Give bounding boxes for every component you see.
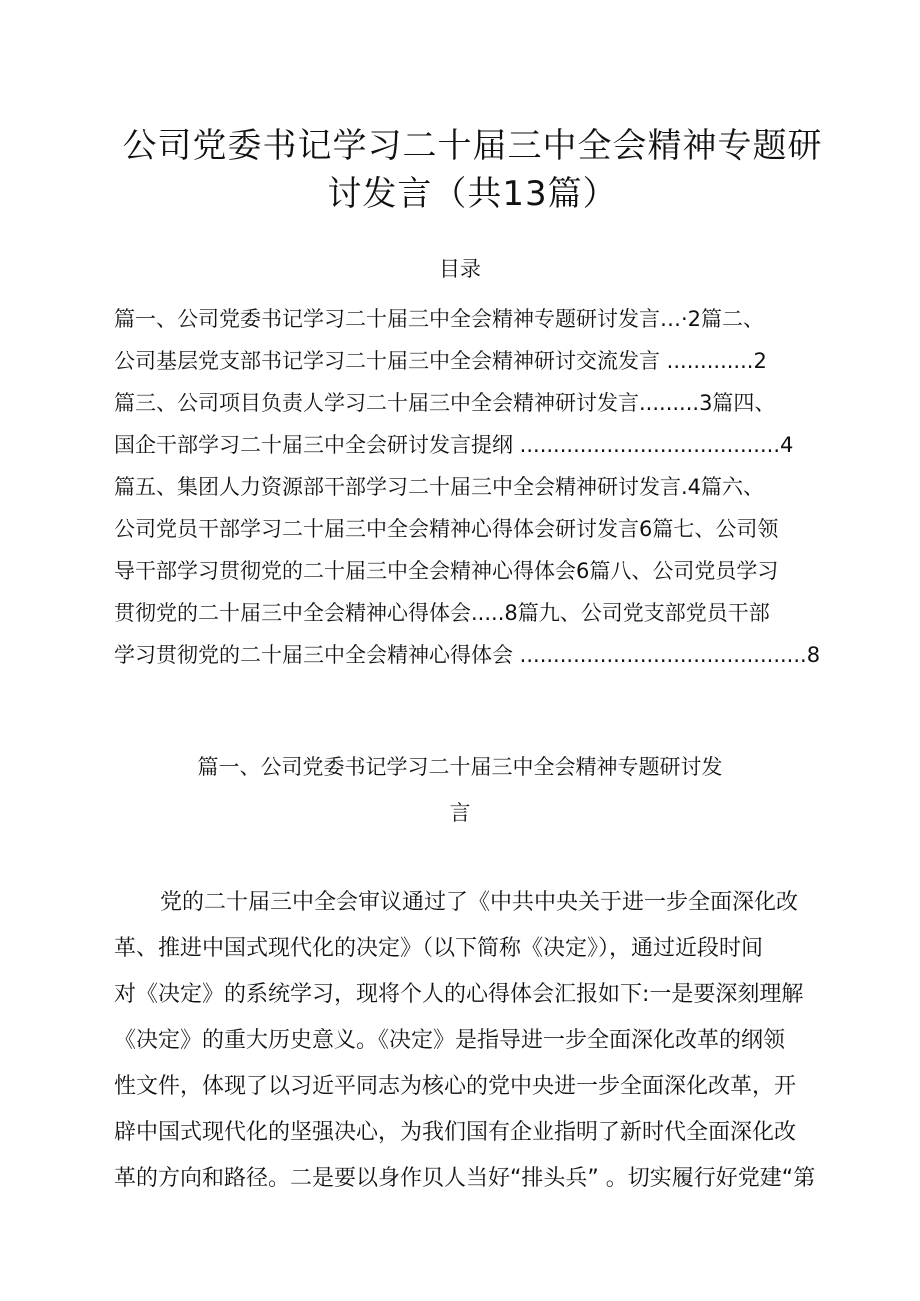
toc-line[interactable]: 国企干部学习二十届三中全会研讨发言提纲 .......................................4	[114, 433, 794, 457]
toc-line[interactable]: 导干部学习贯彻党的二十届三中全会精神心得体会6篇八、公司党员学习	[114, 559, 779, 583]
toc-line[interactable]: 篇三、公司项目负责人学习二十届三中全会精神研讨发言.........3篇四、	[114, 391, 776, 415]
section-title-line-1: 篇一、公司党委书记学习二十届三中全会精神专题研讨发	[197, 755, 723, 779]
toc-line[interactable]: 篇一、公司党委书记学习二十届三中全会精神专题研讨发言…·2篇二、	[114, 307, 765, 331]
body-line: 党的二十届三中全会审议通过了《中共中央关于进一步全面深化改	[160, 890, 799, 915]
body-line: 对《决定》的系统学习，现将个人的心得体会汇报如下:一是要深刻理解	[114, 982, 804, 1007]
toc-line[interactable]: 学习贯彻党的二十届三中全会精神心得体会 ...........................................8	[114, 643, 821, 667]
document-title-line-1: 公司党委书记学习二十届三中全会精神专题研	[122, 126, 823, 166]
body-line: 性文件，体现了以习近平同志为核心的党中央进一步全面深化改革，开	[114, 1074, 797, 1099]
body-line: 辟中国式现代化的坚强决心，为我们国有企业指明了新时代全面深化改	[114, 1120, 797, 1145]
document-title-line-2: 讨发言（共13篇）	[327, 174, 618, 214]
table-of-contents	[114, 300, 834, 678]
toc-line[interactable]: 贯彻党的二十届三中全会精神心得体会.....8篇九、公司党支部党员干部	[114, 601, 770, 625]
body-line: 革的方向和路径。二是要以身作贝人当好“排头兵” 。切实履行好党建“第	[114, 1166, 816, 1191]
toc-line[interactable]: 篇五、集团人力资源部干部学习二十届三中全会精神研讨发言.4篇六、	[114, 475, 765, 499]
body-line: 革、推进中国式现代化的决定》（以下简称《决定》），通过近段时间	[114, 936, 764, 961]
toc-heading: 目录	[439, 257, 481, 281]
toc-line[interactable]: 公司基层党支部书记学习二十届三中全会精神研讨交流发言 .............2	[114, 349, 767, 373]
body-paragraph	[114, 882, 834, 1204]
toc-line[interactable]: 公司党员干部学习二十届三中全会精神心得体会研讨发言6篇七、公司领	[114, 517, 779, 541]
body-line: 《决定》的重大历史意义。《决定》是指导进一步全面深化改革的纲领	[114, 1028, 786, 1053]
section-title-line-2: 言	[449, 801, 471, 825]
